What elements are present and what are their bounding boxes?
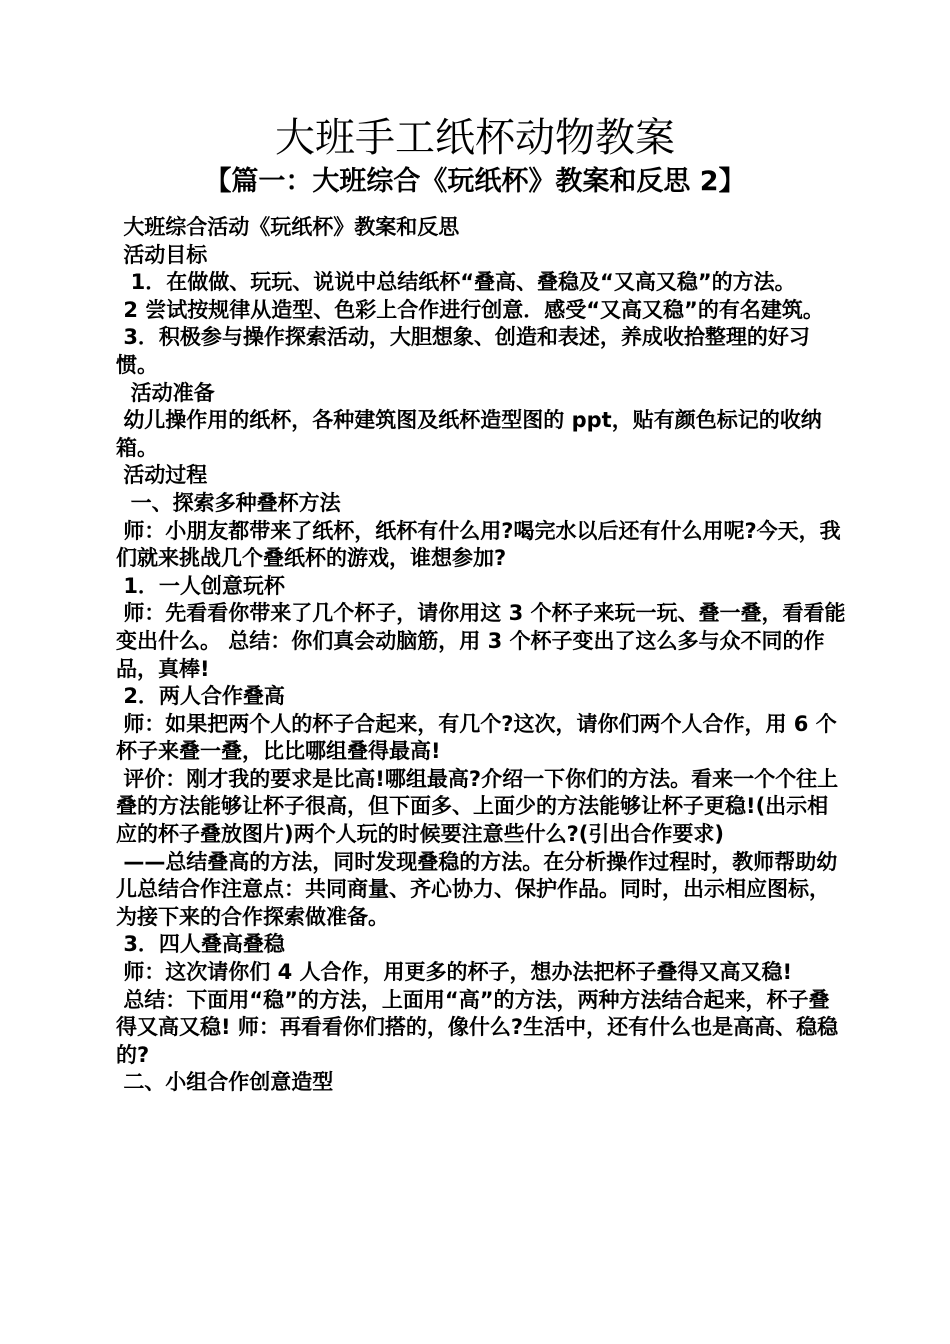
document-paragraph: 二、小组合作创意造型 — [116, 1070, 334, 1095]
document-paragraph: 2．两人合作叠高 — [116, 684, 285, 709]
document-paragraph: 1．在做做、玩玩、说说中总结纸杯“叠高、叠稳及“又高又稳”的方法。 — [116, 270, 796, 295]
document-paragraph: 活动准备 — [116, 380, 215, 405]
document-paragraph: 2 尝试按规律从造型、色彩上合作进行创意．感受“又高又稳”的有名建筑。 — [116, 297, 824, 322]
document-paragraph: 一、探索多种叠杯方法 — [116, 490, 341, 515]
document-paragraph: ——总结叠高的方法，同时发现叠稳的方法。在分析操作过程时，教师帮助幼儿总结合作注意点：共同商量、齐心协力、保护作品。同时，出示相应图标，为接下来的合作探索做准备。 — [116, 849, 838, 929]
document-paragraph: 3．积极参与操作探索活动，大胆想象、创造和表述，养成收拾整理的好习惯。 — [116, 325, 810, 377]
document-subtitle: 【篇一：大班综合《玩纸杯》教案和反思 2】 — [204, 166, 746, 197]
document-paragraph: 师：先看看你带来了几个杯子，请你用这 3 个杯子来玩一玩、叠一叠，看看能变出什么。 总结：你们真会动脑筋，用 3 个杯子变出了这么多与众不同的作品，真棒! — [116, 601, 846, 681]
document-paragraph: 师：小朋友都带来了纸杯，纸杯有什么用?喝完水以后还有什么用呢?今天，我们就来挑战几个叠纸杯的游戏，谁想参加? — [116, 518, 841, 571]
document-paragraph: 1．一人创意玩杯 — [116, 573, 285, 598]
document-paragraph: 师：这次请你们 4 人合作，用更多的杯子，想办法把杯子叠得又高又稳! — [116, 960, 793, 985]
document-paragraph: 幼儿操作用的纸杯，各种建筑图及纸杯造型图的 ppt，贴有颜色标记的收纳箱。 — [116, 408, 822, 460]
document-paragraph: 活动目标 — [116, 242, 208, 267]
document-paragraph: 大班综合活动《玩纸杯》教案和反思 — [116, 215, 460, 239]
document-body — [116, 214, 846, 1097]
document-paragraph: 师：如果把两个人的杯子合起来，有几个?这次，请你们两个人合作，用 6 个杯子来叠一叠，比比哪组叠得最高! — [116, 711, 837, 764]
document-paragraph: 3．四人叠高叠稳 — [116, 932, 285, 957]
document-paragraph: 评价：刚才我的要求是比高!哪组最高?介绍一下你们的方法。看来一个个往上叠的方法能够让杯子很高，但下面多、上面少的方法能够让杯子更稳!(出示相应的杯子叠放图片)两个人玩的时候要注意些什么?(引出合作要求) — [116, 766, 839, 847]
document-title: 大班手工纸杯动物教案 — [275, 115, 675, 161]
document-paragraph: 总结：下面用“稳”的方法，上面用“高”的方法，两种方法结合起来，杯子叠得又高又稳! 师：再看看你们搭的，像什么?生活中，还有什么也是高高、稳稳的? — [116, 987, 839, 1067]
document-paragraph: 活动过程 — [116, 463, 208, 488]
